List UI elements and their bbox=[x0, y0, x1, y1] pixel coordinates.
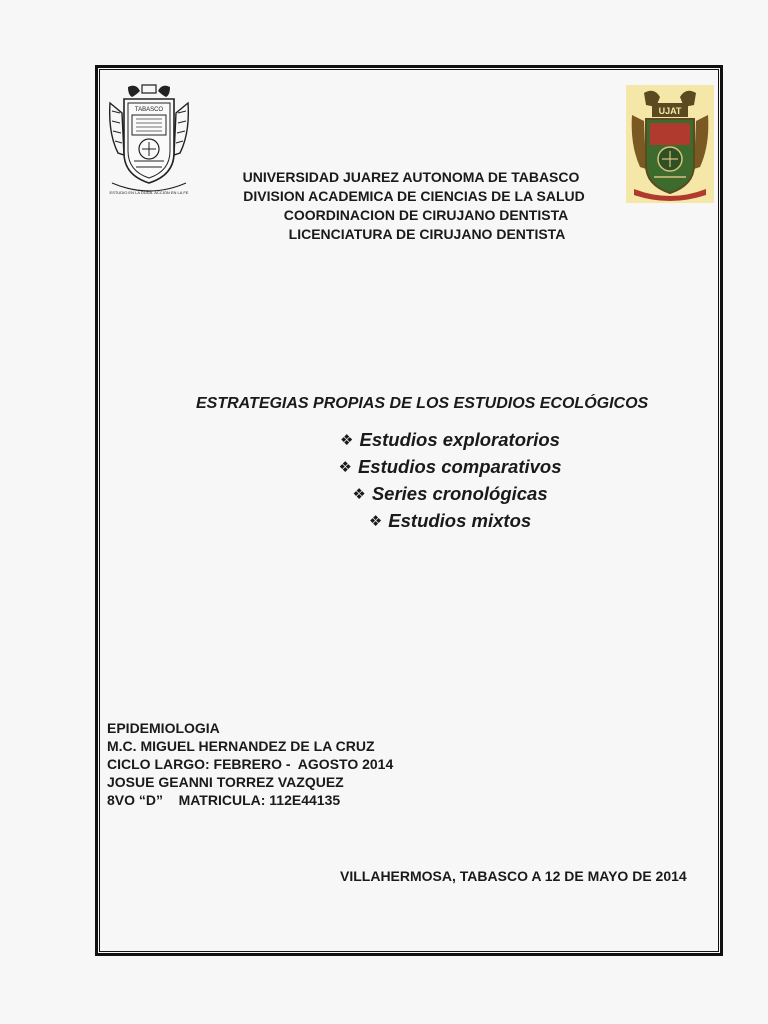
list-item-label: Estudios mixtos bbox=[388, 510, 532, 531]
list-item bbox=[230, 481, 670, 508]
list-item bbox=[230, 454, 670, 481]
degree-name: LICENCIATURA DE CIRUJANO DENTISTA bbox=[288, 226, 566, 242]
list-item-label: Series cronológicas bbox=[371, 483, 548, 504]
list-item-label: Estudios exploratorios bbox=[359, 429, 560, 450]
teacher-line: M.C. MIGUEL HERNANDEZ DE LA CRUZ bbox=[107, 738, 375, 754]
division-name: DIVISION ACADEMICA DE CIENCIAS DE LA SALUD bbox=[243, 188, 585, 204]
cycle-line: CICLO LARGO: FEBRERO - AGOSTO 2014 bbox=[107, 756, 394, 772]
list-item bbox=[230, 508, 670, 535]
diamond-bullet-icon: ❖ bbox=[352, 486, 366, 503]
diamond-bullet-icon: ❖ bbox=[338, 459, 352, 476]
svg-text:UJAT: UJAT bbox=[658, 106, 682, 116]
diamond-bullet-icon: ❖ bbox=[368, 513, 383, 530]
coordination-name: COORDINACION DE CIRUJANO DENTISTA bbox=[283, 207, 569, 223]
bullet-list bbox=[230, 427, 670, 535]
subject-line: EPIDEMIOLOGIA bbox=[107, 720, 220, 736]
group-id-line: 8VO “D” MATRICULA: 112E44135 bbox=[107, 792, 341, 808]
svg-text:TABASCO: TABASCO bbox=[134, 107, 164, 113]
document-title: ESTRATEGIAS PROPIAS DE LOS ESTUDIOS ECOLÓGICOS bbox=[196, 395, 649, 412]
student-info-block bbox=[107, 719, 527, 809]
list-item bbox=[230, 427, 670, 454]
diamond-bullet-icon: ❖ bbox=[340, 432, 354, 449]
student-name-line: JOSUE GEANNI TORREZ VAZQUEZ bbox=[107, 774, 344, 790]
place-and-date: VILLAHERMOSA, TABASCO A 12 DE MAYO DE 2014 bbox=[340, 868, 687, 884]
institution-header bbox=[160, 168, 660, 244]
svg-text:ESTUDIO EN LA DUDA. ACCIÓN EN: ESTUDIO EN LA DUDA. ACCIÓN EN LA FE bbox=[109, 190, 189, 195]
list-item-label: Estudios comparativos bbox=[357, 456, 562, 477]
university-name: UNIVERSIDAD JUAREZ AUTONOMA DE TABASCO bbox=[242, 169, 580, 185]
